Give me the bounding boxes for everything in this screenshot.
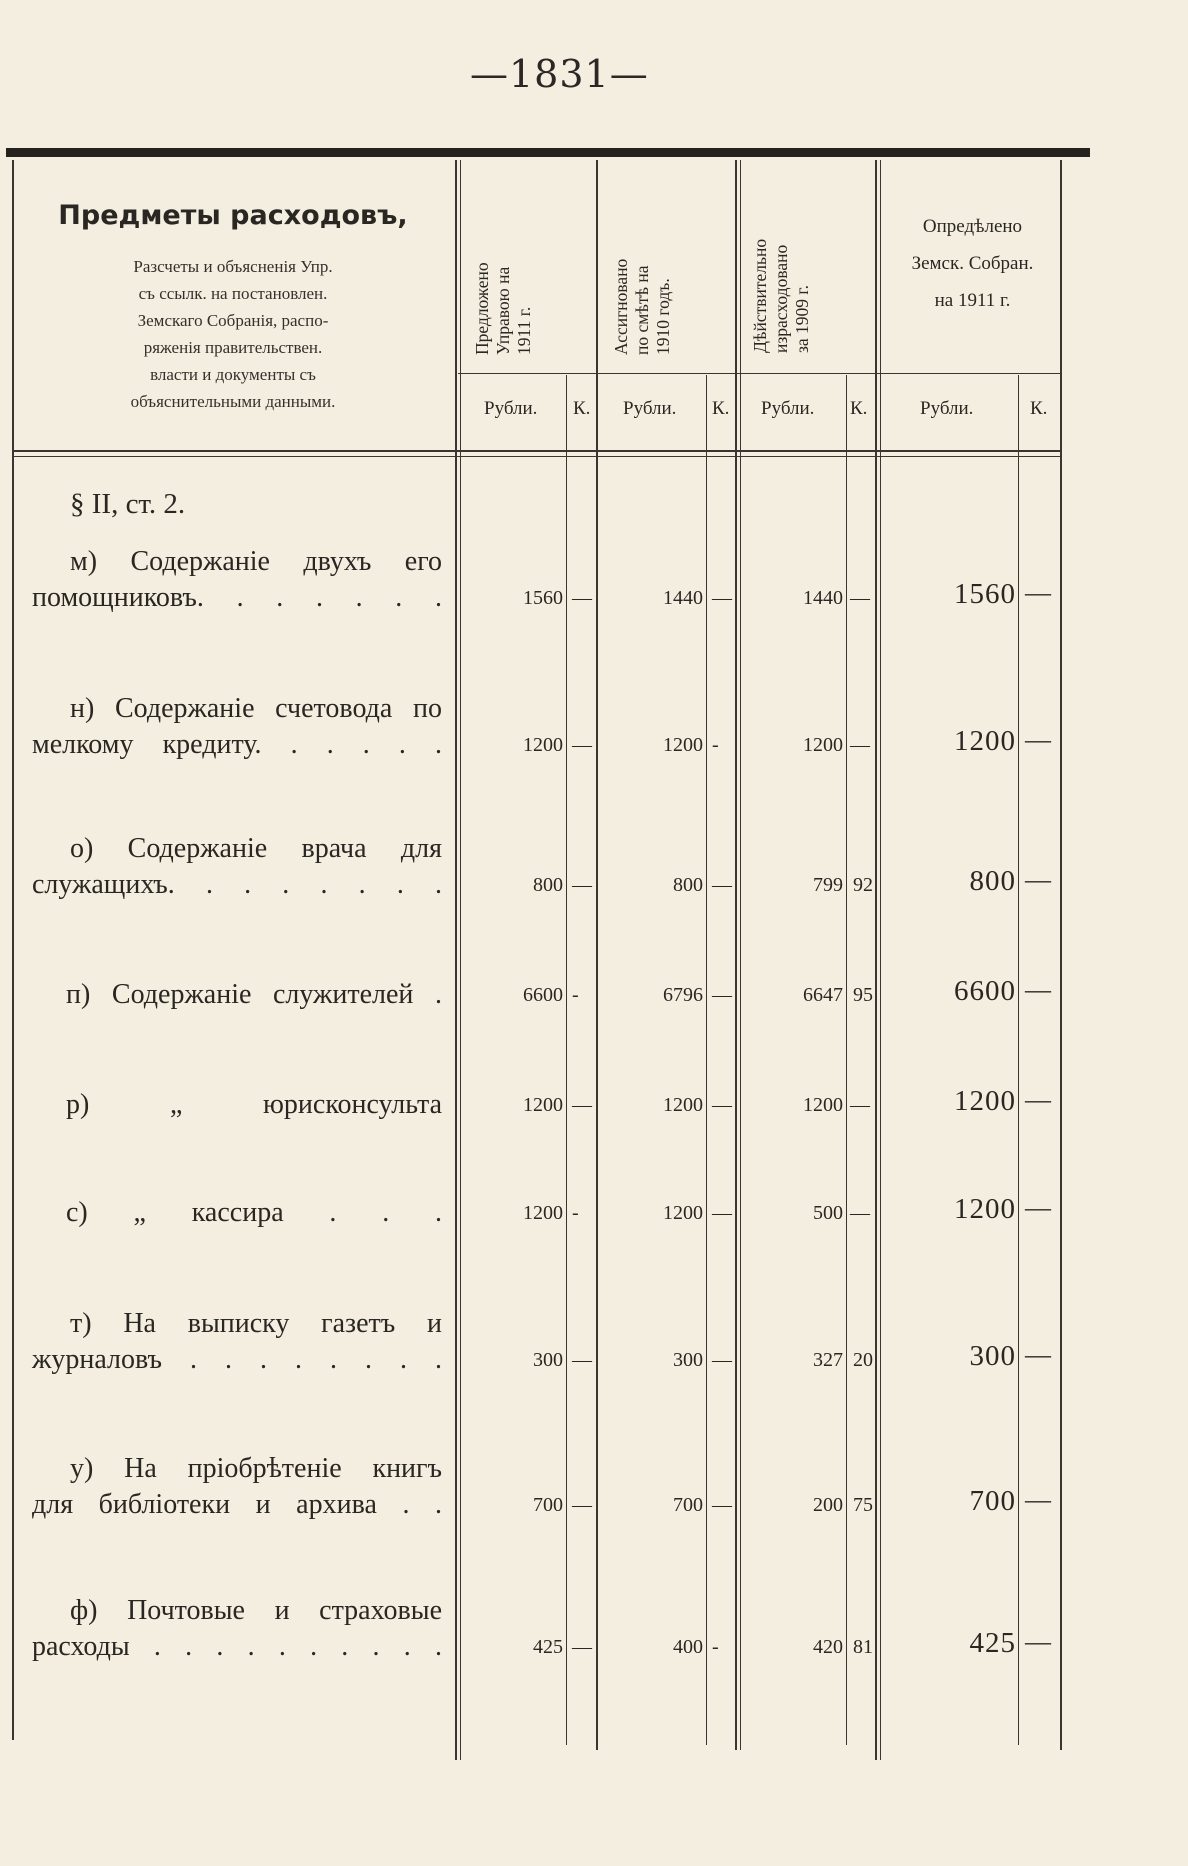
- table-border-right: [1060, 160, 1062, 1750]
- header-subtitle-line: Земскаго Собранія, распо-: [137, 311, 329, 330]
- header-subtitle-line: съ ссылк. на постановлен.: [138, 284, 328, 303]
- determined-rubles: 1560: [954, 578, 1016, 610]
- assigned-kopeks: —: [712, 1094, 732, 1116]
- unit-kopeks: К.: [712, 398, 730, 419]
- unit-rubles: Рубли.: [623, 398, 677, 419]
- item-description-line: с) „ кассира . . .: [66, 1197, 442, 1228]
- unit-rubles: Рубли.: [920, 398, 974, 419]
- item-description-line: у) На пріобрѣтеніе книгъ: [70, 1453, 442, 1484]
- proposed-rubles: 6600: [523, 984, 563, 1006]
- column-divider: [735, 160, 737, 1750]
- determined-rubles: 700: [969, 1485, 1016, 1517]
- header-subtitle-line: Разсчеты и объясненія Упр.: [133, 257, 333, 276]
- actual-kopeks: 75: [853, 1494, 873, 1516]
- item-description-line: служащихъ. . . . . . . .: [32, 869, 442, 900]
- determined-rubles: 1200: [954, 1193, 1016, 1225]
- header-line: Дѣйствительно: [750, 238, 770, 353]
- determined-kopeks: —: [1025, 578, 1051, 607]
- determined-kopeks: —: [1025, 1085, 1051, 1114]
- item-description-line: мелкому кредиту. . . . . .: [32, 729, 442, 760]
- item-description-line: п) Содержаніе служителей .: [66, 979, 442, 1010]
- actual-rubles: 1440: [803, 587, 843, 609]
- proposed-rubles: 1560: [523, 587, 563, 609]
- proposed-kopeks: -: [572, 1202, 579, 1224]
- item-description-line: расходы . . . . . . . . . .: [32, 1631, 442, 1662]
- actual-rubles: 6647: [803, 984, 843, 1006]
- assigned-rubles: 1200: [663, 734, 703, 756]
- page-number: —1831—: [470, 52, 649, 96]
- actual-kopeks: 20: [853, 1349, 873, 1371]
- actual-kopeks: 95: [853, 984, 873, 1006]
- section-title: § II, ст. 2.: [70, 488, 186, 520]
- item-description-line: помощниковъ. . . . . . .: [32, 582, 442, 613]
- header-subtitle-line: власти и документы съ: [150, 365, 316, 384]
- actual-kopeks: —: [850, 1094, 870, 1116]
- actual-rubles: 200: [813, 1494, 843, 1516]
- column-divider: [596, 160, 598, 1750]
- kopek-divider: [566, 375, 567, 1745]
- proposed-kopeks: —: [572, 1494, 592, 1516]
- header-line: Ассигновано: [611, 258, 631, 355]
- assigned-kopeks: —: [712, 1202, 732, 1224]
- assigned-kopeks: —: [712, 587, 732, 609]
- column-header-items: [18, 200, 448, 415]
- proposed-kopeks: —: [572, 734, 592, 756]
- item-description-line: р) „ юрисконсульта: [66, 1089, 442, 1120]
- header-line: по смѣтѣ на: [632, 265, 652, 355]
- determined-rubles: 6600: [954, 975, 1016, 1007]
- header-line: 1911 г.: [514, 306, 534, 355]
- actual-rubles: 1200: [803, 734, 843, 756]
- proposed-rubles: 300: [533, 1349, 563, 1371]
- assigned-kopeks: —: [712, 874, 732, 896]
- column-divider: [880, 160, 881, 1760]
- item-description-line: для библіотеки и архива . .: [32, 1489, 442, 1520]
- proposed-kopeks: —: [572, 874, 592, 896]
- determined-rubles: 300: [969, 1340, 1016, 1372]
- assigned-kopeks: -: [712, 1636, 719, 1658]
- header-line: израсходовано: [771, 244, 791, 353]
- actual-kopeks: 92: [853, 874, 873, 896]
- assigned-rubles: 1200: [663, 1094, 703, 1116]
- column-divider: [455, 160, 457, 1760]
- assigned-rubles: 800: [673, 874, 703, 896]
- unit-kopeks: К.: [573, 398, 591, 419]
- header-line: Земск. Собран.: [911, 253, 1034, 274]
- actual-kopeks: —: [850, 1202, 870, 1224]
- assigned-rubles: 6796: [663, 984, 703, 1006]
- actual-rubles: 799: [813, 874, 843, 896]
- proposed-rubles: 1200: [523, 734, 563, 756]
- assigned-rubles: 400: [673, 1636, 703, 1658]
- header-subtitle-line: ряженія правительствен.: [143, 338, 323, 357]
- header-line: Опредѣлено: [922, 216, 1023, 237]
- column-divider: [875, 160, 877, 1760]
- determined-kopeks: —: [1025, 1627, 1051, 1656]
- proposed-rubles: 800: [533, 874, 563, 896]
- assigned-kopeks: —: [712, 984, 732, 1006]
- determined-rubles: 425: [969, 1627, 1016, 1659]
- column-divider: [740, 160, 741, 1750]
- header-title: Предметы расходовъ,: [58, 200, 408, 231]
- header-bottom-rule: [12, 450, 1060, 452]
- proposed-rubles: 1200: [523, 1094, 563, 1116]
- determined-kopeks: —: [1025, 865, 1051, 894]
- actual-rubles: 500: [813, 1202, 843, 1224]
- actual-rubles: 420: [813, 1636, 843, 1658]
- kopek-divider: [706, 375, 707, 1745]
- column-divider: [460, 160, 461, 1760]
- determined-kopeks: —: [1025, 1485, 1051, 1514]
- actual-kopeks: —: [850, 734, 870, 756]
- determined-rubles: 1200: [954, 725, 1016, 757]
- header-divider: [458, 373, 1060, 374]
- header-line: за 1909 г.: [792, 284, 812, 353]
- header-bottom-rule: [12, 456, 1060, 457]
- item-description-line: т) На выписку газетъ и: [70, 1308, 442, 1339]
- proposed-kopeks: -: [572, 984, 579, 1006]
- actual-kopeks: —: [850, 587, 870, 609]
- proposed-kopeks: —: [572, 587, 592, 609]
- assigned-kopeks: -: [712, 734, 719, 756]
- kopek-divider: [1018, 375, 1019, 1745]
- unit-rubles: Рубли.: [484, 398, 538, 419]
- header-line: на 1911 г.: [934, 290, 1011, 311]
- proposed-kopeks: —: [572, 1349, 592, 1371]
- proposed-rubles: 425: [533, 1636, 563, 1658]
- determined-rubles: 800: [969, 865, 1016, 897]
- assigned-rubles: 700: [673, 1494, 703, 1516]
- assigned-kopeks: —: [712, 1349, 732, 1371]
- item-description-line: ф) Почтовые и страховые: [70, 1595, 442, 1626]
- proposed-rubles: 1200: [523, 1202, 563, 1224]
- assigned-kopeks: —: [712, 1494, 732, 1516]
- header-line: Управою на: [493, 266, 513, 355]
- item-description-line: н) Содержаніе счетовода по: [70, 693, 442, 724]
- determined-rubles: 1200: [954, 1085, 1016, 1117]
- proposed-rubles: 700: [533, 1494, 563, 1516]
- header-subtitle: [18, 253, 448, 415]
- assigned-rubles: 1440: [663, 587, 703, 609]
- actual-kopeks: 81: [853, 1636, 873, 1658]
- header-line: Предложено: [472, 262, 492, 355]
- column-header-determined: [880, 208, 1065, 319]
- assigned-rubles: 300: [673, 1349, 703, 1371]
- unit-kopeks: К.: [850, 398, 868, 419]
- determined-kopeks: —: [1025, 975, 1051, 1004]
- column-header-proposed: [472, 195, 538, 355]
- determined-kopeks: —: [1025, 1193, 1051, 1222]
- column-header-assigned: [611, 195, 677, 355]
- kopek-divider: [846, 375, 847, 1745]
- unit-kopeks: К.: [1030, 398, 1048, 419]
- header-subtitle-line: объяснительными данными.: [130, 392, 336, 411]
- actual-rubles: 327: [813, 1349, 843, 1371]
- top-rule: [6, 148, 1090, 157]
- table-border-left: [12, 160, 14, 1740]
- actual-rubles: 1200: [803, 1094, 843, 1116]
- item-description-line: журналовъ . . . . . . . .: [32, 1344, 442, 1375]
- proposed-kopeks: —: [572, 1636, 592, 1658]
- determined-kopeks: —: [1025, 1340, 1051, 1369]
- item-description-line: о) Содержаніе врача для: [70, 833, 442, 864]
- assigned-rubles: 1200: [663, 1202, 703, 1224]
- proposed-kopeks: —: [572, 1094, 592, 1116]
- column-header-actual: [750, 193, 816, 353]
- item-description-line: м) Содержаніе двухъ его: [70, 546, 442, 577]
- determined-kopeks: —: [1025, 725, 1051, 754]
- unit-rubles: Рубли.: [761, 398, 815, 419]
- header-line: 1910 годъ.: [653, 278, 673, 355]
